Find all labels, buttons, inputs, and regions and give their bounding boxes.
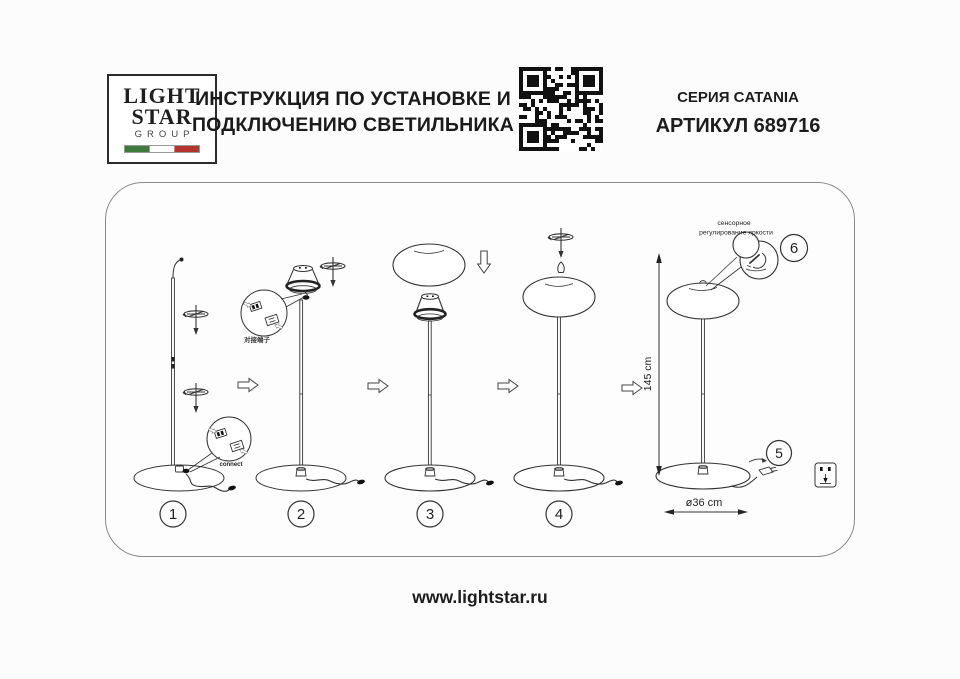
step-5-6-diagram bbox=[642, 220, 836, 515]
sensor-label-line2: регулирование яркости bbox=[699, 229, 773, 237]
series-label: СЕРИЯ CATANIA bbox=[677, 89, 799, 106]
italian-flag-icon bbox=[124, 145, 200, 153]
svg-text:3: 3 bbox=[425, 506, 435, 523]
sensor-label-line1: сенсорное bbox=[717, 220, 751, 227]
website-url: www.lightstar.ru bbox=[412, 587, 548, 607]
svg-text:4: 4 bbox=[554, 506, 564, 523]
title-line-2: ПОДКЛЮЧЕНИЮ СВЕТИЛЬНИКА bbox=[191, 114, 515, 136]
svg-text:2: 2 bbox=[296, 506, 306, 523]
logo-word-group: GROUP bbox=[134, 129, 195, 140]
step-number-4 bbox=[546, 501, 572, 527]
step-4-diagram bbox=[514, 228, 623, 527]
svg-text:5: 5 bbox=[775, 445, 783, 461]
terminals-label: 对接端子 bbox=[244, 337, 270, 344]
step-1-diagram bbox=[134, 258, 251, 528]
assembly-diagram-panel bbox=[105, 182, 855, 557]
next-step-arrow-icon bbox=[238, 379, 258, 392]
svg-text:6: 6 bbox=[789, 240, 799, 257]
title-line-1: ИНСТРУКЦИЯ ПО УСТАНОВКЕ И bbox=[195, 88, 511, 110]
terminals-detail-callout bbox=[241, 290, 304, 336]
page-title bbox=[188, 86, 518, 138]
height-label: 145 cm bbox=[642, 356, 654, 392]
svg-text:1: 1 bbox=[168, 506, 178, 523]
insert-down-arrow-icon bbox=[478, 251, 491, 273]
product-info bbox=[628, 89, 848, 138]
step-number-5 bbox=[767, 441, 792, 466]
logo-word-light: LIGHT bbox=[123, 83, 201, 108]
step-number-6 bbox=[781, 235, 808, 262]
step-number-3 bbox=[417, 501, 443, 527]
power-socket-icon bbox=[815, 463, 836, 487]
touch-control-callout bbox=[733, 232, 778, 279]
article-label: АРТИКУЛ 689716 bbox=[655, 115, 821, 137]
step-2-diagram bbox=[241, 257, 365, 527]
connect-label: connect bbox=[219, 462, 243, 468]
step-number-2 bbox=[288, 501, 314, 527]
rotate-screw-icon bbox=[183, 305, 209, 335]
rotate-screw-icon bbox=[320, 257, 346, 287]
qr-code bbox=[519, 67, 603, 151]
step-3-diagram bbox=[385, 244, 494, 527]
diameter-label: ø36 cm bbox=[685, 497, 723, 509]
rotate-screw-icon bbox=[183, 383, 209, 413]
height-dimension bbox=[642, 253, 662, 476]
assembly-diagram bbox=[106, 183, 856, 558]
step-number-1 bbox=[160, 501, 186, 527]
next-step-arrow-icon bbox=[368, 380, 388, 393]
next-step-arrow-icon bbox=[498, 380, 518, 393]
diameter-dimension bbox=[664, 497, 748, 515]
logo-word-star: STAR bbox=[131, 104, 193, 129]
next-step-arrow-icon bbox=[622, 382, 642, 395]
rotate-screw-icon bbox=[548, 228, 574, 258]
